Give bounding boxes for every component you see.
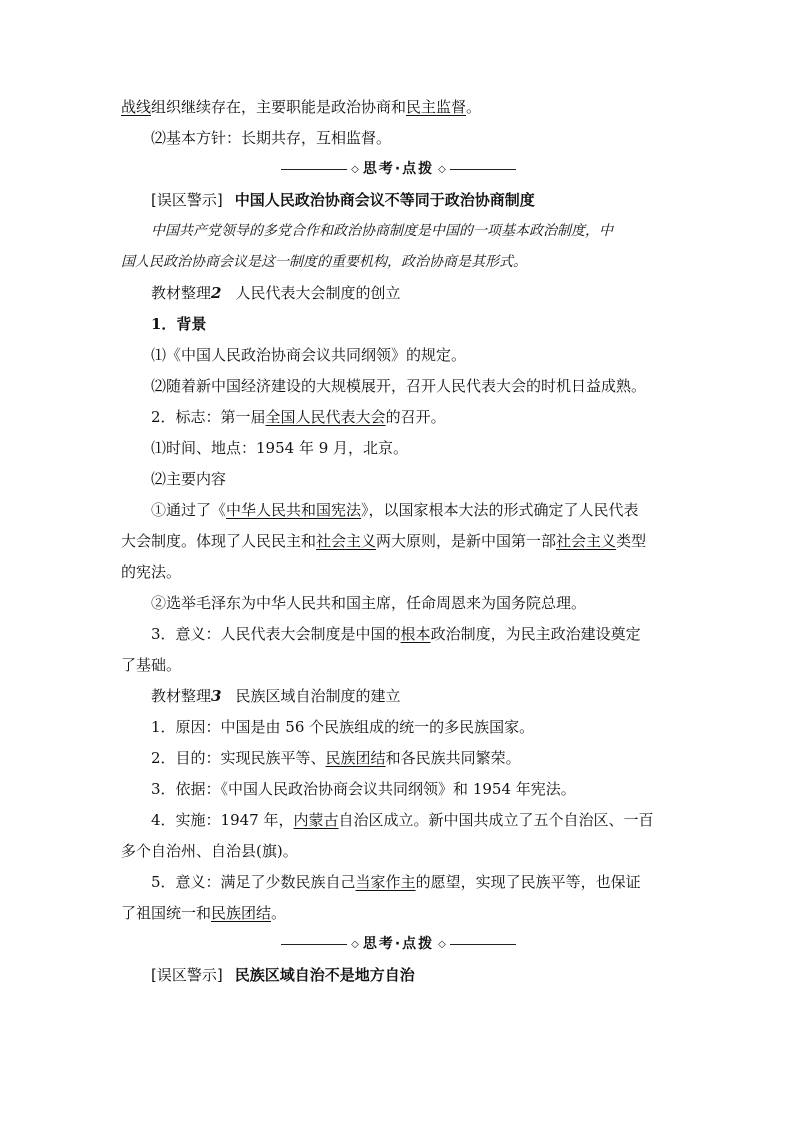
text-line: 2．标志：第一届全国人民代表大会的召开。	[151, 408, 446, 426]
text-line: ②选举毛泽东为中华人民共和国主席，任命周恩来为国务院总理。	[151, 594, 587, 612]
diamond-icon: ◇	[351, 939, 359, 950]
text-line: ⑴《中国人民政治协商会议共同纲领》的规定。	[151, 346, 467, 364]
text-line: ①通过了《中华人民共和国宪法》，以国家根本大法的形式确定了人民代表	[151, 501, 639, 519]
warning-tag: [误区警示]	[151, 966, 223, 984]
text-line: 4．实施：1947 年，内蒙古自治区成立。新中国共成立了五个自治区、一百	[151, 811, 654, 829]
text-line: 2．目的：实现民族平等、民族团结和各民族共同繁荣。	[151, 749, 521, 767]
divider-label: 思考·点拨	[362, 936, 435, 952]
diamond-icon: ◇	[438, 164, 446, 175]
text-line: 了祖国统一和民族团结。	[121, 904, 287, 922]
warning-tag: [误区警示]	[151, 191, 223, 209]
text-line: 1．原因：中国是由 56 个民族组成的统一的多民族国家。	[151, 718, 535, 736]
section-heading: 教材整理2 人民代表大会制度的创立	[151, 284, 401, 302]
note-line: 国人民政治协商会议是这一制度的重要机构，政治协商是其形式。	[121, 254, 527, 270]
text-line: 战线组织继续存在，主要职能是政治协商和民主监督。	[121, 98, 482, 116]
text-line: ⑴时间、地点：1954 年 9 月，北京。	[151, 439, 409, 457]
text-line: 的宪法。	[121, 563, 182, 581]
text-line: 1．背景	[151, 315, 207, 333]
text-line: 多个自治州、自治县(旗)。	[121, 842, 298, 860]
warning-heading	[121, 960, 676, 991]
section-divider	[121, 929, 676, 960]
text-line: 了基础。	[121, 656, 182, 674]
text-line: 3．意义：人民代表大会制度是中国的根本政治制度，为民主政治建设奠定	[151, 625, 641, 643]
document-body	[121, 92, 676, 991]
text-line: ⑵基本方针：长期共存，互相监督。	[151, 129, 392, 147]
text-line: 大会制度。体现了人民民主和社会主义两大原则，是新中国第一部社会主义类型	[121, 532, 647, 550]
text-line: 5．意义：满足了少数民族自己当家作主的愿望，实现了民族平等，也保证	[151, 873, 641, 891]
warning-heading	[121, 185, 676, 216]
note-line: 中国共产党领导的多党合作和政治协商制度是中国的一项基本政治制度，中	[151, 223, 613, 239]
section-heading: 教材整理3 民族区域自治制度的建立	[151, 687, 401, 705]
warning-title: 中国人民政治协商会议不等同于政治协商制度	[234, 191, 535, 209]
diamond-icon: ◇	[438, 939, 446, 950]
diamond-icon: ◇	[351, 164, 359, 175]
text-line: ⑵主要内容	[151, 470, 227, 488]
text-line: ⑵随着新中国经济建设的大规模展开，召开人民代表大会的时机日益成熟。	[151, 377, 647, 395]
divider-label: 思考·点拨	[362, 161, 435, 177]
warning-title: 民族区域自治不是地方自治	[234, 966, 415, 984]
section-divider	[121, 154, 676, 185]
text-line: 3．依据：《中国人民政治协商会议共同纲领》和 1954 年宪法。	[151, 780, 576, 798]
